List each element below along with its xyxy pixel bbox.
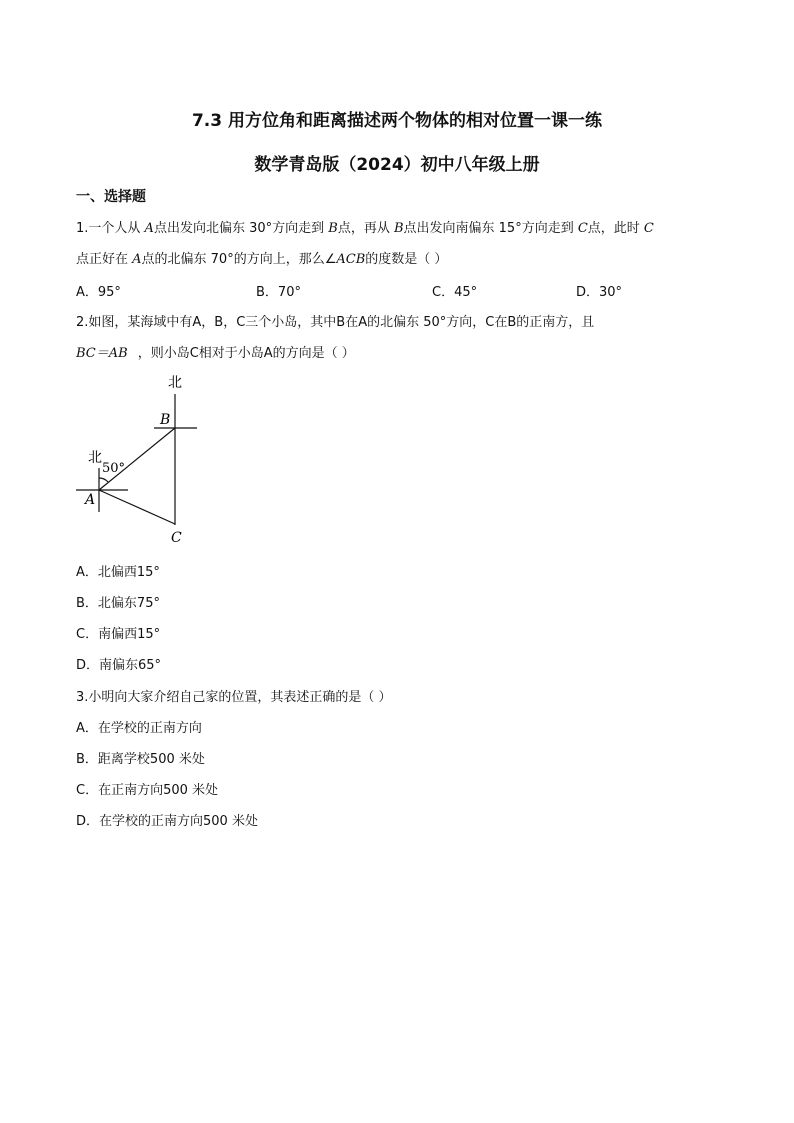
north-label-b: 北: [168, 375, 182, 391]
question-1-option-d[interactable]: D．30°: [576, 285, 623, 300]
question-1-option-b[interactable]: B．70°: [256, 285, 301, 300]
question-1-option-c[interactable]: C．45°: [432, 285, 478, 300]
point-label-c: C: [171, 530, 182, 546]
section-heading: 一、选择题: [76, 189, 146, 205]
segment-ac: [99, 490, 175, 524]
question-1-line-2: 点正好在 A点的北偏东 70°的方向上，那么∠ACB的度数是（ ）: [76, 252, 448, 267]
question-3-option-d[interactable]: D．在学校的正南方向500 米处: [76, 814, 258, 829]
point-label-a: A: [85, 492, 96, 508]
document-title: 7.3 用方位角和距离描述两个物体的相对位置一课一练: [191, 111, 603, 131]
question-1-line-1: 1.一个人从 A点出发向北偏东 30°方向走到 B点，再从 B点出发向南偏东 15°方向走到 C点，此时 C: [76, 221, 654, 236]
question-3-option-b[interactable]: B．距离学校500 米处: [76, 752, 205, 767]
question-2-option-d[interactable]: D．南偏东65°: [76, 658, 162, 673]
question-2-option-b[interactable]: B．北偏东75°: [76, 596, 160, 611]
question-1-option-a[interactable]: A．95°: [76, 285, 121, 300]
question-3-option-c[interactable]: C．在正南方向500 米处: [76, 783, 219, 798]
angle-arc: [99, 478, 108, 482]
angle-label: 50°: [102, 461, 126, 476]
north-label-a: 北: [88, 450, 102, 466]
question-2-line-2: BC＝AB ，则小岛C相对于小岛A的方向是（ ）: [76, 346, 355, 361]
question-2-option-a[interactable]: A．北偏西15°: [76, 565, 160, 580]
document-subtitle: 数学青岛版（2024）初中八年级上册: [254, 155, 540, 175]
question-2-option-c[interactable]: C．南偏西15°: [76, 627, 161, 642]
segment-ab: [99, 428, 175, 490]
question-3-option-a[interactable]: A．在学校的正南方向: [76, 721, 202, 736]
question-2-line-1: 2.如图，某海域中有A，B，C三个小岛，其中B在A的北偏东 50°方向，C在B的正南方，且: [76, 315, 595, 330]
question-3-text: 3.小明向大家介绍自己家的位置，其表述正确的是（ ）: [76, 690, 392, 705]
point-label-b: B: [160, 412, 171, 428]
